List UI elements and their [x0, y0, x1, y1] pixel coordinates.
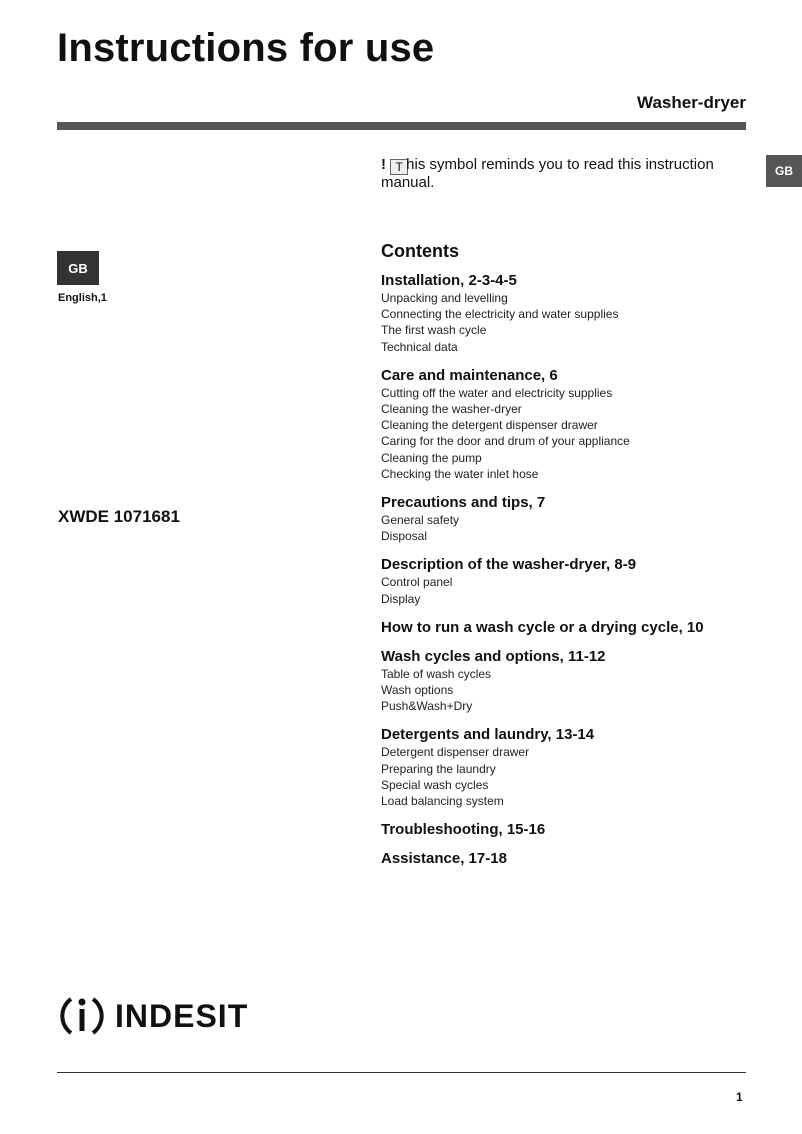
section-item: Detergent dispenser drawer	[381, 745, 530, 760]
section-item: Disposal	[381, 529, 428, 544]
section-title: Troubleshooting, 15-16	[381, 821, 546, 839]
section-item: Special wash cycles	[381, 777, 489, 792]
table-of-contents	[381, 241, 781, 879]
product-type: Washer-dryer	[637, 93, 746, 112]
section-item: Control panel	[381, 575, 453, 590]
contents-section	[381, 494, 781, 544]
section-item: Connecting the electricity and water supplies	[381, 307, 619, 322]
contents-section	[381, 726, 781, 809]
section-title: Precautions and tips, 7	[381, 494, 546, 512]
section-title: Assistance, 17-18	[381, 850, 507, 868]
brand-name: INDESIT	[115, 997, 249, 1034]
section-item: The first wash cycle	[381, 323, 487, 338]
section-item: Display	[381, 591, 421, 606]
section-title: Installation, 2-3-4-5	[381, 272, 517, 289]
section-item: Cleaning the detergent dispenser drawer	[381, 418, 598, 433]
contents-heading: Contents	[381, 241, 459, 261]
section-item: Cleaning the washer-dryer	[381, 402, 522, 417]
section-item: Table of wash cycles	[381, 666, 492, 681]
section-item: Technical data	[381, 339, 458, 354]
language-tab: GB	[766, 155, 802, 187]
section-item: Checking the water inlet hose	[381, 466, 539, 481]
section-item: Preparing the laundry	[381, 761, 496, 776]
header-bar	[57, 122, 746, 130]
footer-rule	[57, 1072, 746, 1073]
page-number: 1	[736, 1090, 743, 1104]
section-item: Caring for the door and drum of your appliance	[381, 434, 630, 449]
contents-section	[381, 648, 781, 715]
book-icon: T	[390, 159, 408, 175]
logo-i-icon	[57, 991, 107, 1041]
section-item: Push&Wash+Dry	[381, 699, 473, 714]
section-title: Detergents and laundry, 13-14	[381, 726, 595, 744]
contents-section	[381, 821, 781, 838]
page-title: Instructions for use	[57, 26, 435, 70]
contents-section	[381, 850, 781, 867]
section-title: Wash cycles and options, 11-12	[381, 647, 606, 665]
language-label: English,1	[58, 292, 107, 304]
contents-section	[381, 367, 781, 482]
contents-section	[381, 619, 781, 636]
section-item: Cleaning the pump	[381, 450, 482, 465]
section-title: Care and maintenance, 6	[381, 366, 558, 384]
section-item: Wash options	[381, 683, 454, 698]
model-number: XWDE 1071681	[58, 507, 180, 526]
symbol-note	[381, 157, 741, 191]
section-title: Description of the washer-dryer, 8-9	[381, 556, 637, 574]
warning-mark: !	[381, 156, 386, 173]
section-title: How to run a wash cycle or a drying cycle, 10	[381, 618, 704, 636]
section-item: Load balancing system	[381, 794, 504, 809]
contents-section	[381, 272, 781, 355]
section-item: Cutting off the water and electricity supplies	[381, 385, 613, 400]
language-badge: GB	[57, 251, 99, 285]
section-item: General safety	[381, 513, 460, 528]
note-text: his symbol reminds you to read this instruction manual.	[381, 156, 714, 191]
indesit-logo	[57, 991, 248, 1041]
contents-section	[381, 556, 781, 606]
section-item: Unpacking and levelling	[381, 291, 508, 305]
